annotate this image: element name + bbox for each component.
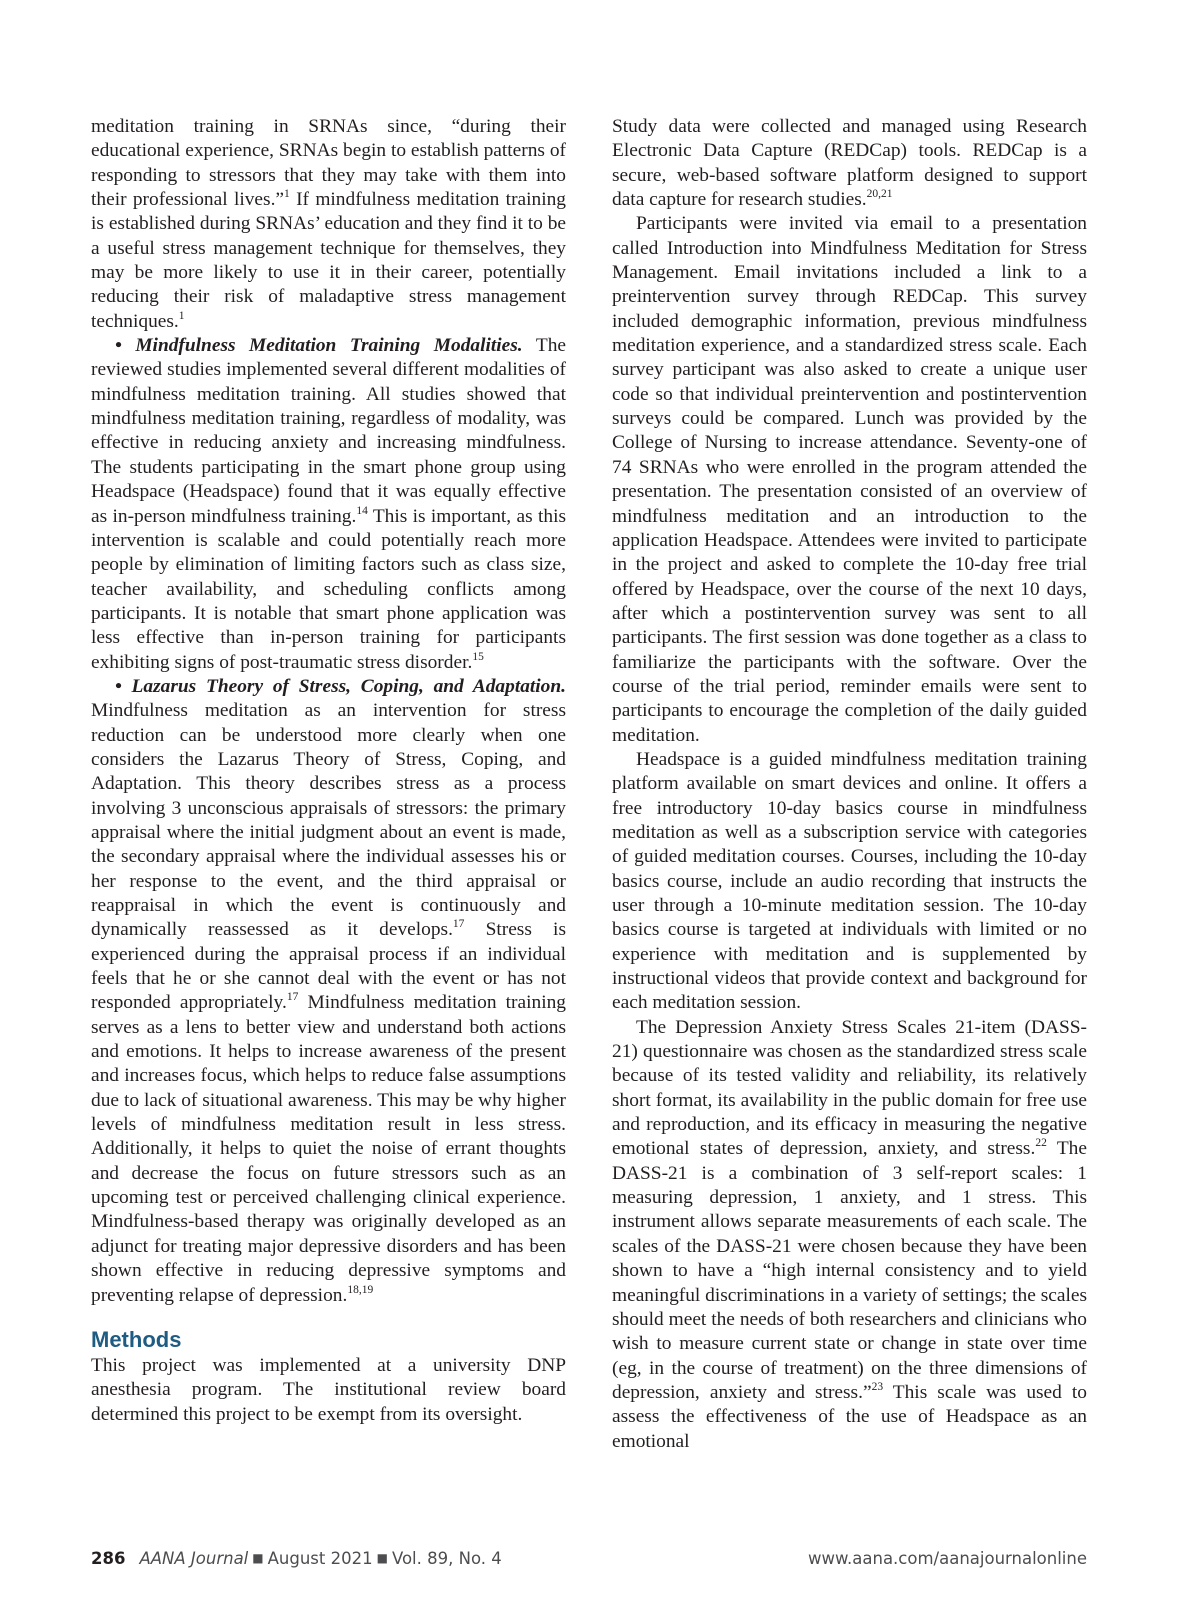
citation: 14 [356, 504, 368, 517]
citation: 17 [452, 918, 465, 931]
text: The DASS-21 is a combination of 3 self-report scales: 1 measuring depression, 1 anxiety, and 1 stress. This instrument allows separate measurements of each scale. The scales of the DASS-21 were chosen because they have been shown to have a “high internal consistency and to yield meaningful discriminations in a variety of settings; the scales should meet the needs of both researchers and clinicians who wish to measure current state or change in state over time (eg, in the course of treatment) on the three dimensions of depression, anxiety and stress.” [612, 1138, 1087, 1403]
paragraph: Participants were invited via email to a presentation called Introduction into Mindfulness Meditation for Stress Management. Email invitations included a link to a preintervention survey through REDCap. This survey included demographic information, previous mindfulness meditation experience, and a standardized stress scale. Each survey participant was also asked to create a unique user code so that individual preintervention and postintervention surveys could be compared. Lunch was provided by the College of Nursing to increase attendance. Seventy-one of 74 SRNAs who were enrolled in the program attended the presentation. The presentation consisted of an overview of mindfulness meditation and an introduction to the application Headspace. Attendees were invited to participate in the project and asked to complete the 10-day free trial offered by Headspace, over the course of the next 10 days, after which a postintervention survey was sent to all participants. The first session was done together as a class to familiarize the participants with the software. Over the course of the trial period, reminder emails were sent to participants to encourage the completion of the daily guided meditation. [612, 213, 1087, 746]
section-heading-methods: Methods [91, 1326, 182, 1352]
text: The Depression Anxiety Stress Scales 21-item (DASS-21) questionnaire was chosen as the standardized stress scale because of its tested validity and reliability, its relatively short format, its availability in the public domain for free use and reproduction, and its efficacy in measuring the negative emotional states of depression, anxiety, and stress. [612, 1016, 1087, 1160]
journal-url[interactable]: www.aana.com/aanajournalonline [808, 1549, 1087, 1568]
run-in-heading: • Mindfulness Meditation Training Modalities. [115, 335, 523, 357]
citation: 1 [178, 309, 185, 322]
text: This is important, as this intervention is scalable and could potentially reach more people by elimination of limiting factors such as class size, teacher availability, and scheduling conflicts among participants. It is notable that smart phone application was less effective than in-person training for participants exhibiting signs of post-traumatic stress disorder. [91, 505, 566, 673]
separator-square-icon: ■ [376, 1551, 388, 1565]
text: meditation training in SRNAs since, “during their educational experience, SRNAs begin to establish patterns of responding to stressors that they may take with them into their professional lives.” [91, 116, 566, 211]
citation: 22 [1035, 1137, 1047, 1150]
page-number: 286 [91, 1549, 126, 1568]
text: Study data were collected and managed using Research Electronic Data Capture (REDCap) tools. REDCap is a secure, web-based software platform designed to support data capture for research studies. [612, 116, 1087, 211]
citation: 20,21 [866, 188, 893, 201]
text: The reviewed studies implemented several different modalities of mindfulness meditation training. All studies showed that mindfulness meditation training, regardless of modality, was effective in reducing anxiety and increasing mindfulness. The students participating in the smart phone group using Headspace (Headspace) found that it was equally effective as in-person mindfulness training. [91, 335, 566, 527]
citation: 1 [284, 188, 290, 201]
volume-issue: Vol. 89, No. 4 [391, 1549, 502, 1568]
paragraph [612, 1016, 1087, 1454]
text: Mindfulness meditation as an intervention for stress reduction can be understood more clearly when one considers the Lazarus Theory of Stress, Coping, and Adaptation. This theory describes stress as a process involving 3 unconscious appraisals of stressors: the primary appraisal where the initial judgment about an event is made, the secondary appraisal where the individual assesses his or her response to the event, and the third appraisal or reappraisal in which the event is continuously and dynamically reassessed as it develops. [91, 700, 566, 941]
paragraph [91, 115, 566, 334]
footer-citation [91, 1549, 502, 1568]
text: This scale was used to assess the effectiveness of the use of Headspace as an emotional [612, 1381, 1087, 1452]
paragraph [91, 334, 566, 675]
paragraph [612, 115, 1087, 212]
citation: 17 [286, 991, 299, 1004]
text: Mindfulness meditation training serves as a lens to better view and understand both actions and emotions. It helps to increase awareness of the present and increases focus, which helps to reduce false assumptions due to lack of situational awareness. This may be why higher levels of mindfulness meditation result in less stress. Additionally, it helps to quiet the noise of errant thoughts and decrease the focus on future stressors such as an upcoming test or perceived challenging clinical experience. Mindfulness-based therapy was originally developed as an adjunct for treating major depressive disorders and has been shown effective in reducing depressive symptoms and preventing relapse of depression. [91, 992, 566, 1306]
paragraph: This project was implemented at a university DNP anesthesia program. The institutional review board determined this project to be exempt from its oversight. [91, 1354, 566, 1425]
citation: 18,19 [347, 1283, 374, 1296]
journal-name: AANA Journal [139, 1549, 249, 1568]
text: Stress is experienced during the appraisal process if an individual feels that he or she cannot deal with the event or has not responded appropriately. [91, 919, 566, 1014]
issue-date: August 2021 [267, 1549, 373, 1568]
citation: 15 [472, 650, 484, 663]
left-column [91, 115, 566, 1427]
page-footer [91, 1549, 1087, 1573]
separator-square-icon: ■ [252, 1551, 264, 1565]
run-in-heading: • Lazarus Theory of Stress, Coping, and Adaptation. [115, 675, 566, 697]
paragraph: Headspace is a guided mindfulness meditation training platform available on smart devices and online. It offers a free introductory 10-day basics course in mindfulness meditation as well as a subscription service with categories of guided meditation courses. Courses, including the 10-day basics course, include an audio recording that instructs the user through a 10-minute meditation session. The 10-day basics course is targeted at individuals with limited or no experience with meditation and is supplemented by instructional videos that provide context and background for each meditation session. [612, 748, 1087, 1014]
citation: 23 [871, 1380, 884, 1393]
text: If mindfulness meditation training is established during SRNAs’ education and they find it to be a useful stress management technique for themselves, they may be more likely to use it in their career, potentially reducing their risk of maladaptive stress management techniques. [91, 189, 566, 332]
right-column [612, 115, 1087, 1454]
paragraph [91, 675, 566, 1308]
